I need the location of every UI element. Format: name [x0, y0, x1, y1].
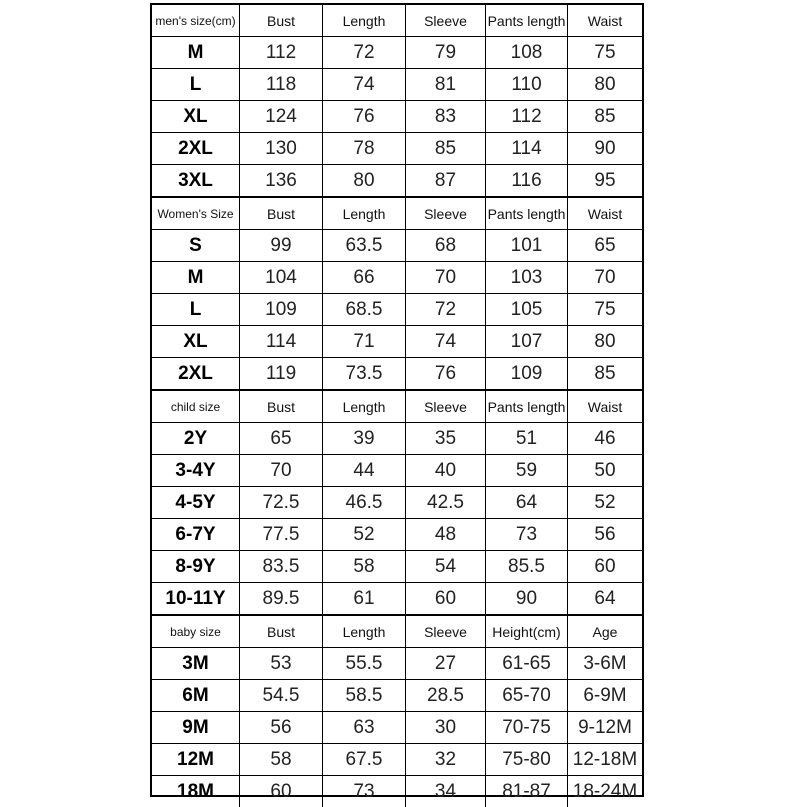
measurement-cell: 85.5 — [485, 551, 567, 582]
size-cell: 8-9Y — [175, 555, 216, 577]
measurement-cell: 85 — [567, 358, 642, 389]
table-row — [152, 229, 642, 261]
size-cell: 2XL — [178, 362, 213, 384]
size-cell: 3XL — [178, 169, 213, 191]
column-header: Pants length — [485, 391, 567, 422]
womens-size-section — [152, 196, 642, 389]
table-row — [152, 647, 642, 679]
measurement-cell: 104 — [239, 262, 322, 293]
size-cell: 6M — [182, 684, 209, 706]
table-row — [152, 68, 642, 100]
measurement-cell: 70 — [567, 262, 642, 293]
measurement-cell: 35 — [405, 423, 485, 454]
measurement-cell: 80 — [567, 69, 642, 100]
size-cell: 3M — [182, 652, 209, 674]
table-row — [152, 261, 642, 293]
table-row — [152, 293, 642, 325]
measurement-cell: 68 — [405, 230, 485, 261]
measurement-cell: 58 — [322, 551, 405, 582]
measurement-cell: 48 — [405, 519, 485, 550]
size-label-header: child size — [170, 399, 221, 414]
measurement-cell: 99 — [239, 230, 322, 261]
measurement-cell: 28.5 — [405, 680, 485, 711]
table-row — [152, 711, 642, 743]
measurement-cell: 46 — [567, 423, 642, 454]
measurement-cell: 130 — [239, 133, 322, 164]
size-cell: L — [189, 298, 202, 320]
column-header: Sleeve — [405, 391, 485, 422]
size-label-header: Women's Size — [157, 206, 234, 221]
column-header: Sleeve — [405, 198, 485, 229]
column-header: Bust — [239, 391, 322, 422]
measurement-cell: 39 — [322, 423, 405, 454]
measurement-cell: 30 — [405, 712, 485, 743]
table-row — [152, 132, 642, 164]
measurement-cell: 66 — [322, 262, 405, 293]
measurement-cell: 75-80 — [485, 744, 567, 775]
header-row — [152, 391, 642, 422]
column-header: Bust — [239, 5, 322, 36]
column-header: Waist — [567, 198, 642, 229]
measurement-cell: 67.5 — [322, 744, 405, 775]
measurement-cell: 83 — [405, 101, 485, 132]
measurement-cell: 32 — [405, 744, 485, 775]
measurement-cell: 61-65 — [485, 648, 567, 679]
measurement-cell: 63 — [322, 712, 405, 743]
measurement-cell: 76 — [405, 358, 485, 389]
size-cell: 9M — [182, 716, 209, 738]
measurement-cell: 65 — [239, 423, 322, 454]
measurement-cell: 44 — [322, 455, 405, 486]
measurement-cell: 3-6M — [567, 648, 642, 679]
size-cell: M — [187, 266, 204, 288]
measurement-cell: 52 — [322, 519, 405, 550]
column-header: Length — [322, 391, 405, 422]
size-cell: L — [189, 73, 202, 95]
measurement-cell: 75 — [567, 37, 642, 68]
measurement-cell: 68.5 — [322, 294, 405, 325]
size-cell: 2Y — [183, 427, 208, 449]
column-header: Bust — [239, 198, 322, 229]
measurement-cell: 81-87 — [485, 776, 567, 807]
measurement-cell: 60 — [239, 776, 322, 807]
table-row — [152, 582, 642, 614]
measurement-cell: 56 — [567, 519, 642, 550]
measurement-cell: 80 — [322, 165, 405, 196]
measurement-cell: 42.5 — [405, 487, 485, 518]
measurement-cell: 60 — [405, 583, 485, 614]
measurement-cell: 73 — [485, 519, 567, 550]
measurement-cell: 18-24M — [567, 776, 642, 807]
measurement-cell: 55.5 — [322, 648, 405, 679]
measurement-cell: 124 — [239, 101, 322, 132]
measurement-cell: 61 — [322, 583, 405, 614]
measurement-cell: 109 — [239, 294, 322, 325]
measurement-cell: 136 — [239, 165, 322, 196]
measurement-cell: 85 — [567, 101, 642, 132]
measurement-cell: 116 — [485, 165, 567, 196]
measurement-cell: 76 — [322, 101, 405, 132]
column-header: Length — [322, 5, 405, 36]
measurement-cell: 77.5 — [239, 519, 322, 550]
measurement-cell: 58 — [239, 744, 322, 775]
measurement-cell: 103 — [485, 262, 567, 293]
table-row — [152, 550, 642, 582]
table-row — [152, 357, 642, 389]
header-row — [152, 198, 642, 229]
size-cell: S — [189, 234, 202, 256]
size-cell: 18M — [177, 780, 214, 802]
measurement-cell: 119 — [239, 358, 322, 389]
measurement-cell: 56 — [239, 712, 322, 743]
column-header: Length — [322, 198, 405, 229]
size-cell: 6-7Y — [175, 523, 216, 545]
measurement-cell: 73 — [322, 776, 405, 807]
measurement-cell: 74 — [322, 69, 405, 100]
column-header: Height(cm) — [485, 616, 567, 647]
measurement-cell: 63.5 — [322, 230, 405, 261]
table-row — [152, 100, 642, 132]
baby-size-section — [152, 614, 642, 807]
column-header: Pants length — [485, 5, 567, 36]
column-header: Pants length — [485, 198, 567, 229]
column-header: Bust — [239, 616, 322, 647]
measurement-cell: 40 — [405, 455, 485, 486]
column-header: Waist — [567, 391, 642, 422]
mens-size-section — [152, 5, 642, 196]
header-row — [152, 616, 642, 647]
measurement-cell: 73.5 — [322, 358, 405, 389]
size-label-header: baby size — [170, 624, 221, 639]
measurement-cell: 51 — [485, 423, 567, 454]
size-cell: M — [187, 41, 204, 63]
measurement-cell: 65-70 — [485, 680, 567, 711]
table-row — [152, 743, 642, 775]
size-cell: 12M — [177, 748, 214, 770]
measurement-cell: 108 — [485, 37, 567, 68]
measurement-cell: 50 — [567, 455, 642, 486]
measurement-cell: 79 — [405, 37, 485, 68]
measurement-cell: 65 — [567, 230, 642, 261]
size-cell: 10-11Y — [165, 587, 226, 609]
measurement-cell: 54.5 — [239, 680, 322, 711]
measurement-cell: 12-18M — [567, 744, 642, 775]
size-chart-table — [150, 3, 644, 802]
table-row — [152, 775, 642, 807]
table-row — [152, 36, 642, 68]
measurement-cell: 107 — [485, 326, 567, 357]
measurement-cell: 72 — [405, 294, 485, 325]
measurement-cell: 46.5 — [322, 487, 405, 518]
measurement-cell: 70-75 — [485, 712, 567, 743]
measurement-cell: 80 — [567, 326, 642, 357]
column-header: Waist — [567, 5, 642, 36]
measurement-cell: 60 — [567, 551, 642, 582]
measurement-cell: 81 — [405, 69, 485, 100]
column-header: Sleeve — [405, 616, 485, 647]
measurement-cell: 9-12M — [567, 712, 642, 743]
measurement-cell: 118 — [239, 69, 322, 100]
measurement-cell: 89.5 — [239, 583, 322, 614]
measurement-cell: 70 — [239, 455, 322, 486]
measurement-cell: 90 — [485, 583, 567, 614]
measurement-cell: 52 — [567, 487, 642, 518]
table-row — [152, 454, 642, 486]
size-cell: XL — [183, 105, 208, 127]
measurement-cell: 112 — [239, 37, 322, 68]
measurement-cell: 27 — [405, 648, 485, 679]
measurement-cell: 58.5 — [322, 680, 405, 711]
measurement-cell: 72.5 — [239, 487, 322, 518]
table-row — [152, 164, 642, 196]
table-row — [152, 679, 642, 711]
measurement-cell: 59 — [485, 455, 567, 486]
measurement-cell: 95 — [567, 165, 642, 196]
measurement-cell: 6-9M — [567, 680, 642, 711]
measurement-cell: 54 — [405, 551, 485, 582]
measurement-cell: 109 — [485, 358, 567, 389]
measurement-cell: 74 — [405, 326, 485, 357]
column-header: Age — [567, 616, 642, 647]
size-cell: XL — [183, 330, 208, 352]
measurement-cell: 110 — [485, 69, 567, 100]
table-row — [152, 486, 642, 518]
measurement-cell: 87 — [405, 165, 485, 196]
measurement-cell: 85 — [405, 133, 485, 164]
measurement-cell: 114 — [239, 326, 322, 357]
size-cell: 4-5Y — [175, 491, 216, 513]
measurement-cell: 64 — [567, 583, 642, 614]
measurement-cell: 83.5 — [239, 551, 322, 582]
table-row — [152, 325, 642, 357]
measurement-cell: 105 — [485, 294, 567, 325]
size-cell: 3-4Y — [175, 459, 216, 481]
measurement-cell: 90 — [567, 133, 642, 164]
measurement-cell: 71 — [322, 326, 405, 357]
measurement-cell: 64 — [485, 487, 567, 518]
measurement-cell: 34 — [405, 776, 485, 807]
header-row — [152, 5, 642, 36]
table-row — [152, 422, 642, 454]
column-header: Sleeve — [405, 5, 485, 36]
measurement-cell: 70 — [405, 262, 485, 293]
table-row — [152, 518, 642, 550]
measurement-cell: 75 — [567, 294, 642, 325]
measurement-cell: 112 — [485, 101, 567, 132]
child-size-section — [152, 389, 642, 614]
measurement-cell: 101 — [485, 230, 567, 261]
size-cell: 2XL — [178, 137, 213, 159]
measurement-cell: 53 — [239, 648, 322, 679]
measurement-cell: 78 — [322, 133, 405, 164]
measurement-cell: 114 — [485, 133, 567, 164]
measurement-cell: 72 — [322, 37, 405, 68]
column-header: Length — [322, 616, 405, 647]
size-label-header: men's size(cm) — [155, 13, 236, 28]
